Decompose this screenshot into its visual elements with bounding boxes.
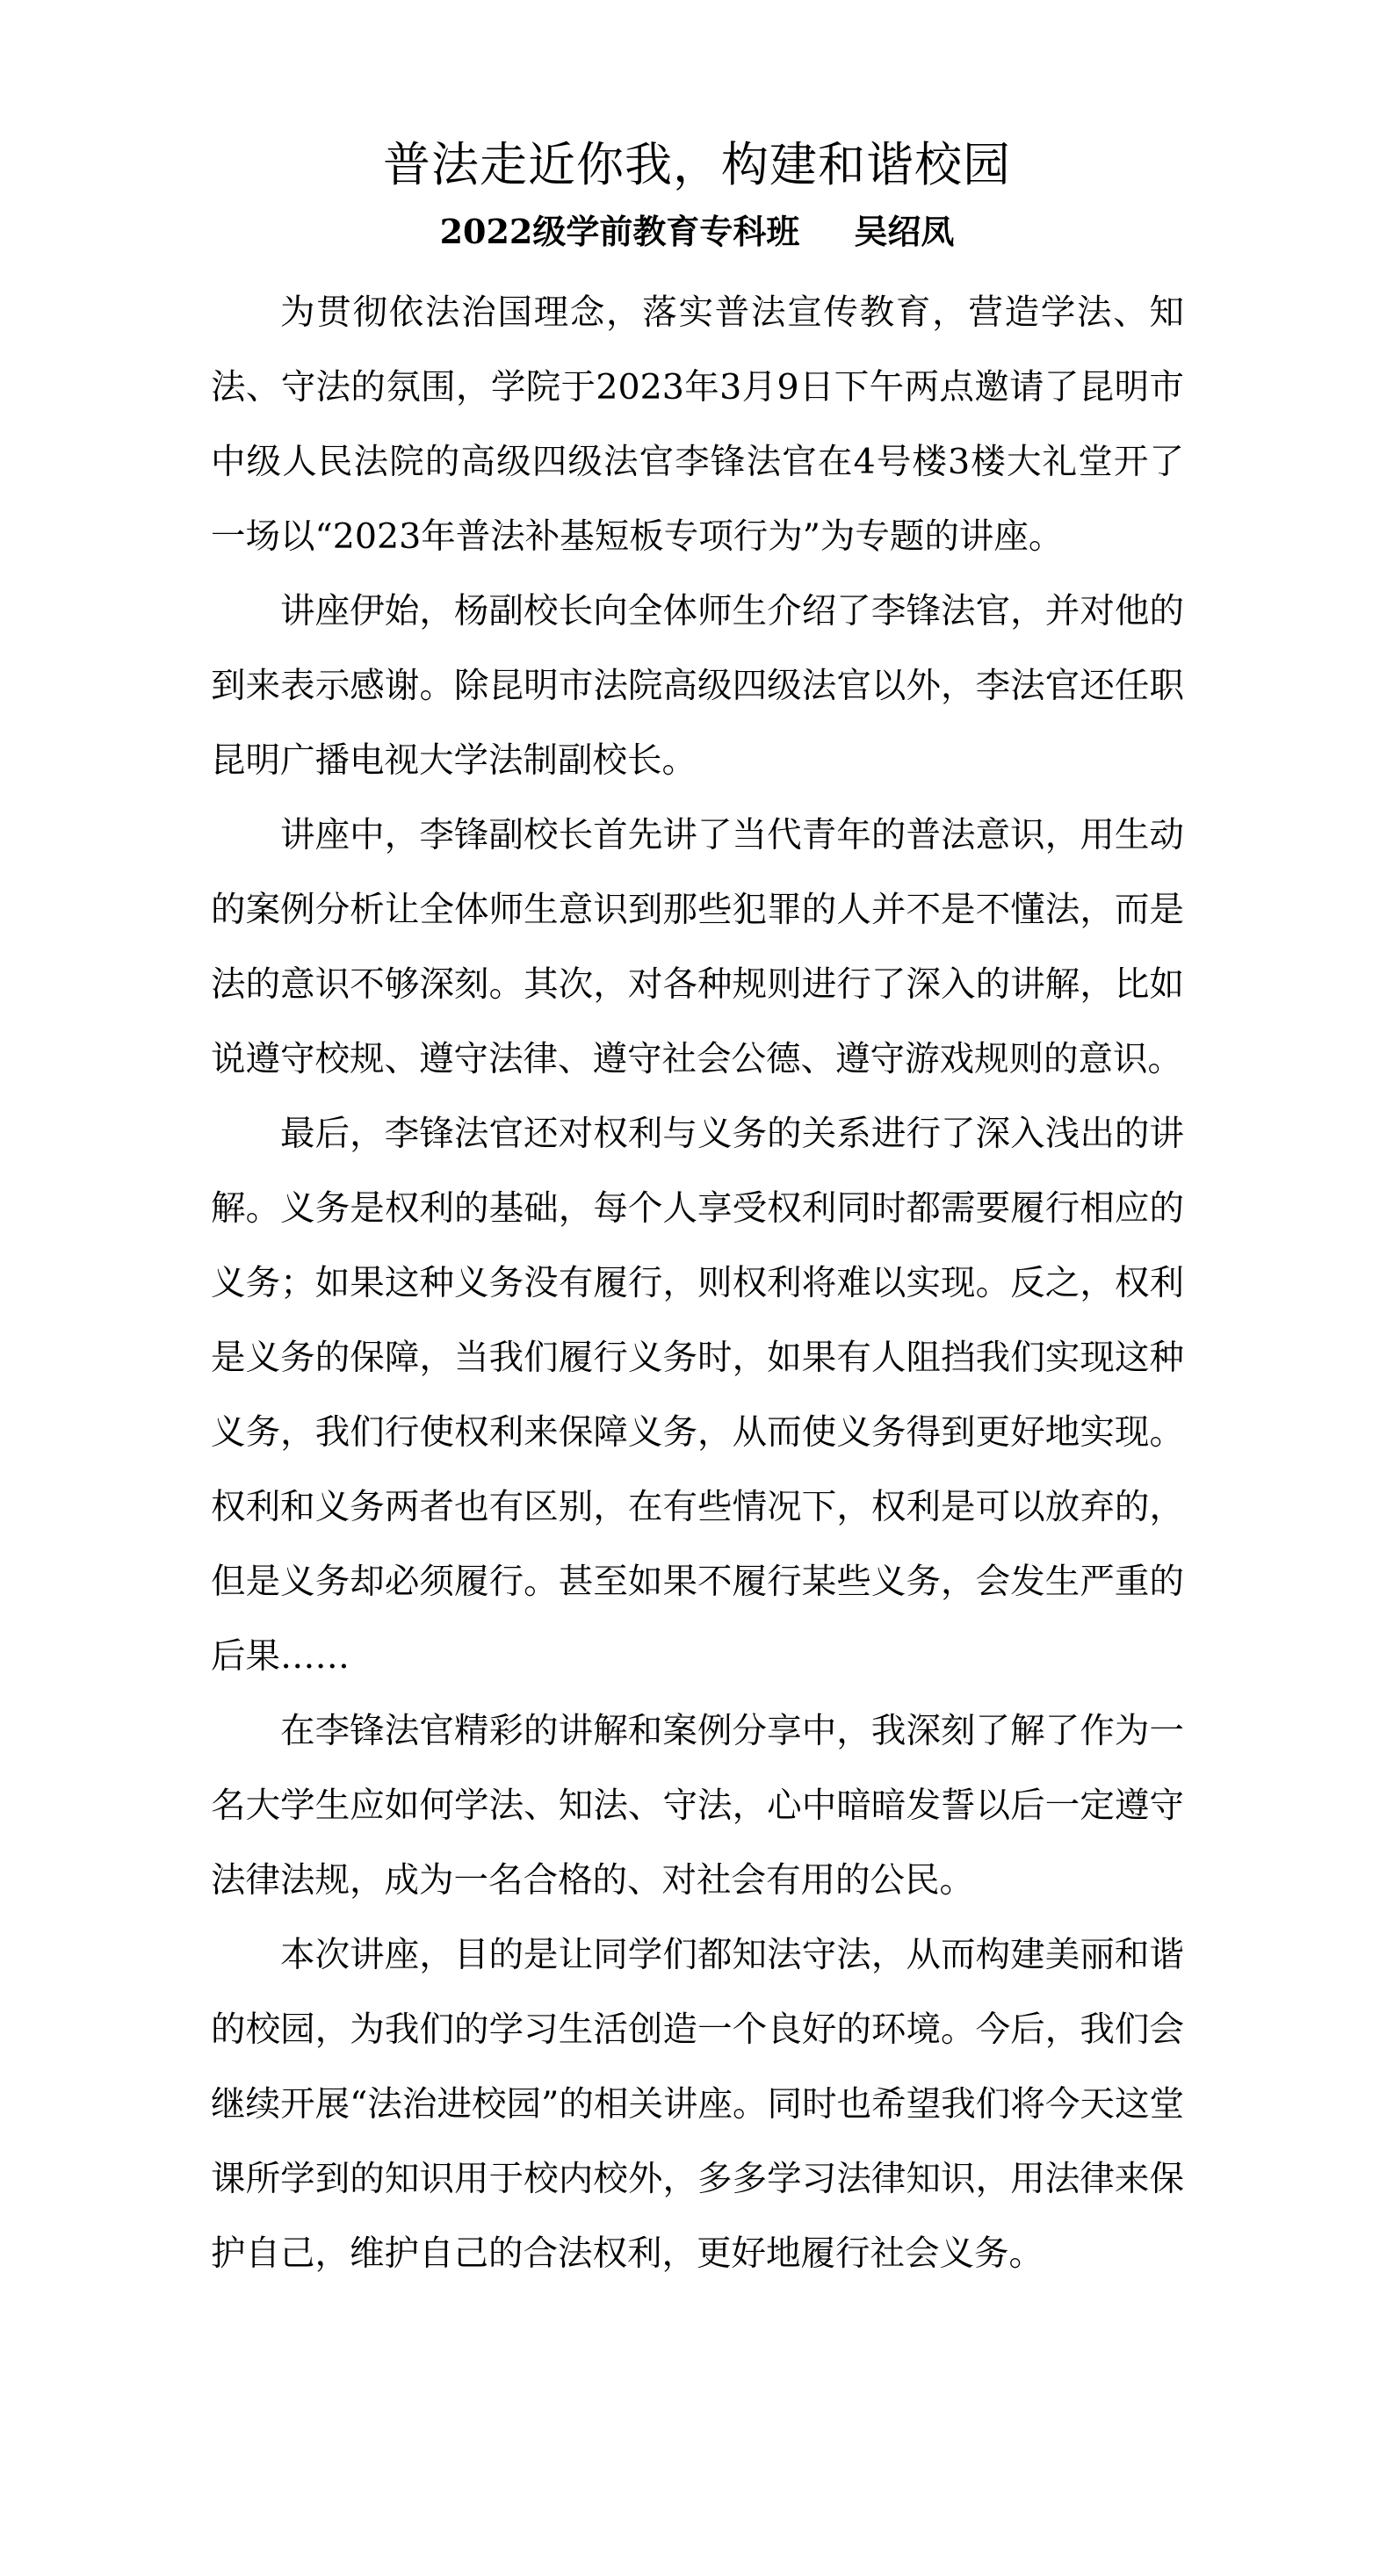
- document-title: 普法走近你我，构建和谐校园: [383, 137, 1011, 192]
- author-name: 吴绍凤: [854, 212, 955, 251]
- class-name: 2022级学前教育专科班: [439, 212, 800, 251]
- paragraph-reflection: 在李锋法官精彩的讲解和案例分享中，我深刻了解了作为一名大学生应如何学法、知法、守法，心中暗暗发誓以后一定遵守法律法规，成为一名合格的、对社会有用的公民。: [211, 1711, 1184, 1901]
- paragraph-rights-duties: 最后，李锋法官还对权利与义务的关系进行了深入浅出的讲解。义务是权利的基础，每个人享受权利同时都需要履行相应的义务；如果这种义务没有履行，则权利将难以实现。反之，权利是义务的保障，当我们履行义务时，如果有人阻挡我们实现这种义务，我们行使权利来保障义务，从而使义务得到更好地实现。权利和义务两者也有区别，在有些情况下，权利是可以放弃的，但是义务却必须履行。甚至如果不履行某些义务，会发生严重的后果……: [211, 1114, 1184, 1677]
- article-body: [211, 276, 1184, 2291]
- paragraph-lecture: 讲座中，李锋副校长首先讲了当代青年的普法意识，用生动的案例分析让全体师生意识到那些犯罪的人并不是不懂法，而是法的意识不够深刻。其次，对各种规则进行了深入的讲解，比如说遵守校规、遵守法律、遵守社会公德、遵守游戏规则的意识。: [211, 815, 1184, 1079]
- paragraph-opening: 讲座伊始，杨副校长向全体师生介绍了李锋法官，并对他的到来表示感谢。除昆明市法院高级四级法官以外，李法官还任职昆明广播电视大学法制副校长。: [211, 591, 1184, 781]
- paragraph-intro: 为贯彻依法治国理念，落实普法宣传教育，营造学法、知法、守法的氛围，学院于2023年3月9日下午两点邀请了昆明市中级人民法院的高级四级法官李锋法官在4号楼3楼大礼堂开了一场以“2023年普法补基短板专项行为”为专题的讲座。: [211, 292, 1184, 557]
- paragraph-conclusion: 本次讲座，目的是让同学们都知法守法，从而构建美丽和谐的校园，为我们的学习生活创造一个良好的环境。今后，我们会继续开展“法治进校园”的相关讲座。同时也希望我们将今天这堂课所学到的知识用于校内校外，多多学习法律知识，用法律来保护自己，维护自己的合法权利，更好地履行社会义务。: [211, 1935, 1184, 2274]
- author-byline: [0, 204, 1394, 260]
